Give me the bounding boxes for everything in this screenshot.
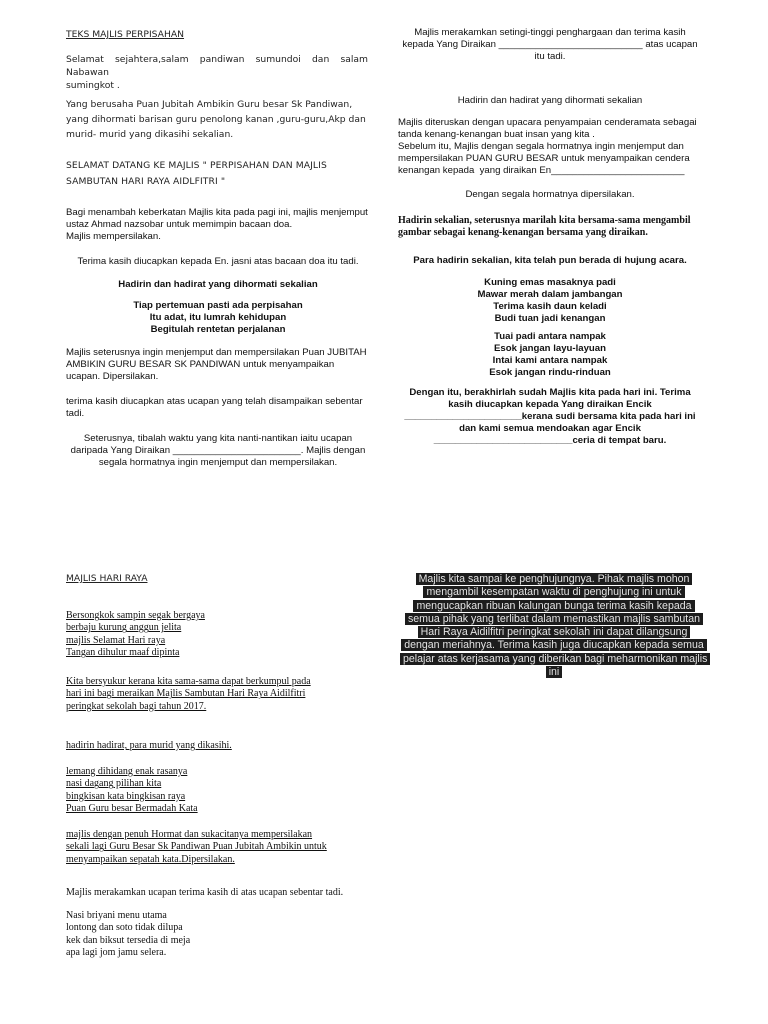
closing-paragraph: Dengan itu, berakhirlah sudah Majlis kita pada hari ini. Terima kasih diucapkan kepada Yang diraikan Encik ______________________kerana sudi bersama kita pada hari ini dan kami semua mendoakan agar Encik __________________________ceria di tempat baru.	[404, 387, 696, 446]
photo-session-paragraph: Hadirin sekalian, seterusnya marilah kita bersama-sama mengambil gambar sebagai kenang-kenangan bersama yang diraikan.	[398, 215, 691, 239]
doa-invitation-paragraph: Bagi menambah keberkatan Majlis kita pada pagi ini, majlis menjemput ustaz Ahmad nazsobar untuk memimpin bacaan doa. Majlis mempersilakan.	[66, 207, 368, 242]
hadirin-greeting: hadirin hadirat, para murid yang dikasihi.	[66, 740, 232, 751]
souvenir-ceremony-paragraph: Majlis diteruskan dengan upacara penyampaian cenderamata sebagai tanda kenang-kenangan buat insan yang kita . Sebelum itu, Majlis dengan segala hormatnya ingin menjemput dan mempersilakan PUAN GURU BESAR untuk menyampaikan cendera kenangan kepada yang diraikan En_________________________	[398, 117, 697, 176]
hadirin-heading-right: Hadirin dan hadirat yang dihormati sekalian	[457, 95, 643, 106]
highlighted-text: Majlis kita sampai ke penghujungnya. Pihak majlis mohon mengambil kesempatan waktu di penghujung ini untuk mengucapkan ribuan kalungan bunga terima kasih kepada semua pihak yang terlibat dalam memastikan majlis sambutan Hari Raya Aidilfitri peringkat sekolah ini dapat dilangsung dengan meriahnya. Terima kasih juga diucapkan kepada semua pelajar atas kerjasama yang diberikan bagi meharmonikan majlis ini	[400, 573, 710, 678]
speech-thanks-paragraph: terima kasih diucapkan atas ucapan yang telah disampaikan sebentar tadi.	[66, 396, 363, 419]
welcome-heading: SELAMAT DATANG KE MAJLIS " PERPISAHAN DAN MAJLIS SAMBUTAN HARI RAYA AIDLFITRI "	[66, 160, 327, 187]
gratitude-paragraph: Kita bersyukur kerana kita sama-sama dapat berkumpul pada hari ini bagi meraikan Majlis Sambutan Hari Raya Aidilfitri peringkat sekolah bagi tahun 2017.	[66, 676, 311, 712]
pantun-farewell: Tiap pertemuan pasti ada perpisahan Itu adat, itu lumrah kehidupan Begitulah rentetan perjalanan	[133, 300, 303, 335]
hadirin-heading: Hadirin dan hadirat yang dihormati sekalian	[118, 279, 318, 290]
headmistress-invitation-paragraph: Majlis seterusnya ingin menjemput dan mempersilakan Puan JUBITAH AMBIKIN GURU BESAR SK PANDIWAN untuk menyampaikan ucapan. Dipersilakan.	[66, 347, 367, 382]
pantun-songkok: Bersongkok sampin segak bergaya berbaju kurung anggun jelita majlis Selamat Hari raya Tangan dihulur maaf dipinta	[66, 610, 205, 659]
greeting-paragraph: Selamat sejahtera,salam pandiwan sumundoi dan salam Nabawan sumingkot .	[66, 54, 368, 91]
honoree-speech-invitation: Seterusnya, tibalah waktu yang kita nanti-nantikan iaitu ucapan daripada Yang Diraikan ________________________. Majlis dengan segala hormatnya ingin menjemput dan mempersilakan.	[70, 433, 366, 468]
thanks-line: Majlis merakamkan ucapan terima kasih di atas ucapan sebentar tadi.	[66, 887, 344, 898]
pantun-lemang: lemang dihidang enak rasanya nasi dagang pilihan kita bingkisan kata bingkisan raya Puan Guru besar Bermadah Kata	[66, 766, 198, 815]
pantun-padi: Kuning emas masaknya padi Mawar merah dalam jambangan Terima kasih daun keladi Budi tuan jadi kenangan	[477, 277, 623, 324]
respect-text: Dengan segala hormatnya dipersilakan.	[465, 189, 635, 200]
pantun-tuai-padi: Tuai padi antara nampak Esok jangan layu-layuan Intai kami antara nampak Esok jangan rindu-rinduan	[489, 331, 611, 378]
closing-highlight-paragraph	[400, 573, 708, 679]
appreciation-paragraph: Majlis merakamkan setingi-tinggi penghargaan dan terima kasih kepada Yang Diraikan ___________________________ atas ucapan itu tadi.	[402, 27, 698, 62]
respected-guests-paragraph: Yang berusaha Puan Jubitah Ambikin Guru besar Sk Pandiwan, yang dihormati barisan guru penolong kanan ,guru-guru,Akp dan murid- murid yang dikasihi sekalian.	[66, 99, 366, 140]
pantun-briyani: Nasi briyani menu utama lontong dan soto tidak dilupa kek dan biksut tersedia di meja apa lagi jom jamu selera.	[66, 910, 191, 959]
section-title-hari-raya: MAJLIS HARI RAYA	[66, 573, 148, 584]
page-title: TEKS MAJLIS PERPISAHAN	[66, 29, 185, 40]
doa-thanks-text: Terima kasih diucapkan kepada En. jasni atas bacaan doa itu tadi.	[77, 256, 359, 267]
headmaster-invitation-raya: majlis dengan penuh Hormat dan sukacitanya mempersilakan sekali lagi Guru Besar Sk Pandiwan Puan Jubitah Ambikin untuk menyampaikan sepatah kata.Dipersilakan.	[66, 829, 327, 865]
end-of-event-text: Para hadirin sekalian, kita telah pun berada di hujung acara.	[413, 255, 687, 266]
